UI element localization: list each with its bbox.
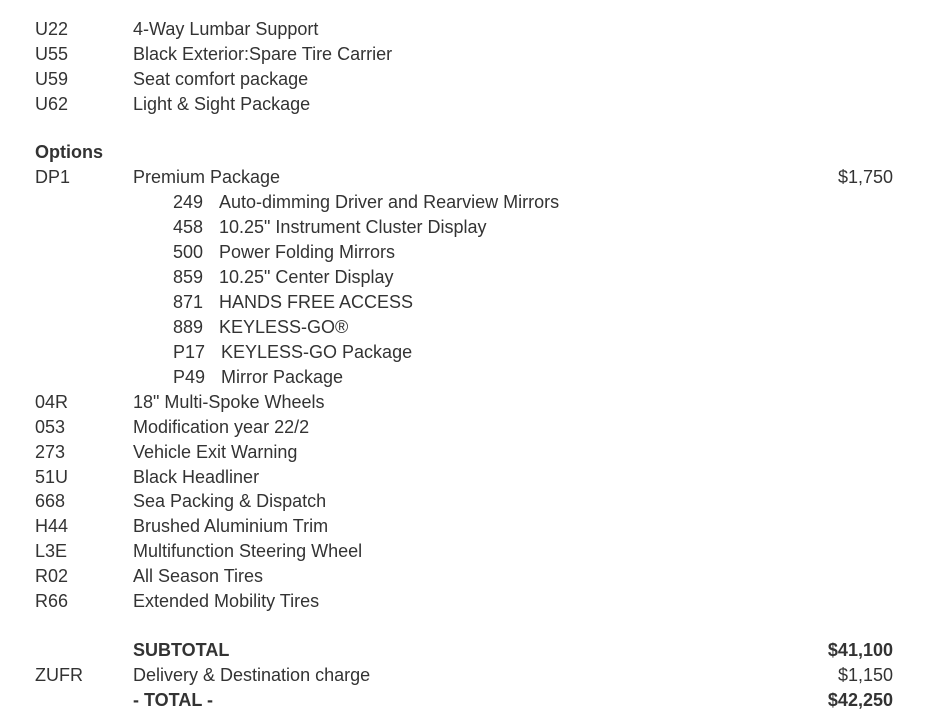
option-description: Black Headliner [133,467,260,487]
package-content-description: KEYLESS-GO Package [221,342,413,362]
delivery-value: $1,150 [837,665,893,685]
option-code: H44 [35,516,69,536]
package-content-description: 10.25" Center Display [219,267,394,287]
option-code: R66 [35,591,69,611]
list-item [0,465,943,490]
option-description: Premium Package [133,167,281,187]
package-content-description: HANDS FREE ACCESS [219,292,414,312]
package-content-code: 249 [173,192,204,212]
option-code: 04R [35,392,69,412]
list-item [0,390,943,415]
package-content-code: P49 [173,367,206,387]
options-heading: Options [35,142,103,162]
option-price: $1,750 [837,167,893,187]
package-content-item [0,290,943,315]
package-content-item [0,265,943,290]
list-item [0,415,943,440]
premium-package-row [0,165,943,190]
package-content-description: Power Folding Mirrors [219,242,396,262]
delivery-code: ZUFR [35,665,83,685]
list-item [0,564,943,589]
package-content-description: 10.25" Instrument Cluster Display [219,217,487,237]
list-item [0,539,943,564]
package-content-code: 458 [173,217,204,237]
list-item [0,92,943,117]
option-code: U55 [35,44,69,64]
package-content-item [0,340,943,365]
option-code: 053 [35,417,66,437]
option-code: 273 [35,442,66,462]
package-content-item [0,215,943,240]
delivery-label: Delivery & Destination charge [133,665,371,685]
option-code: DP1 [35,167,71,187]
package-content-item [0,190,943,215]
package-content-description: KEYLESS-GO® [219,317,349,337]
option-code: U59 [35,69,69,89]
package-content-description: Auto-dimming Driver and Rearview Mirrors [219,192,560,212]
option-description: Seat comfort package [133,69,309,89]
subtotal-value: $41,100 [827,640,893,660]
option-description: Multifunction Steering Wheel [133,541,363,561]
package-content-code: 500 [173,242,204,262]
total-row [0,688,943,713]
option-description: Brushed Aluminium Trim [133,516,329,536]
option-code: U62 [35,94,69,114]
option-description: 4-Way Lumbar Support [133,19,319,39]
list-item [0,42,943,67]
option-description: Light & Sight Package [133,94,311,114]
option-code: L3E [35,541,68,561]
subtotal-label: SUBTOTAL [133,640,230,660]
list-item [0,67,943,92]
package-content-code: P17 [173,342,206,362]
list-item [0,514,943,539]
package-content-code: 859 [173,267,204,287]
list-item [0,17,943,42]
subtotal-row [0,638,943,663]
package-content-code: 889 [173,317,204,337]
option-code: U22 [35,19,69,39]
option-description: Vehicle Exit Warning [133,442,298,462]
delivery-row [0,663,943,688]
package-content-item [0,315,943,340]
option-description: Sea Packing & Dispatch [133,491,327,511]
option-code: 668 [35,491,66,511]
option-code: 51U [35,467,69,487]
option-description: Extended Mobility Tires [133,591,320,611]
package-content-item [0,365,943,390]
option-description: Modification year 22/2 [133,417,310,437]
list-item [0,589,943,614]
total-label: - TOTAL - [133,690,213,710]
option-description: Black Exterior:Spare Tire Carrier [133,44,393,64]
package-content-description: Mirror Package [221,367,344,387]
options-heading-row [0,140,943,165]
option-description: All Season Tires [133,566,264,586]
package-content-code: 871 [173,292,204,312]
list-item [0,489,943,514]
total-value: $42,250 [827,690,893,710]
list-item [0,440,943,465]
option-code: R02 [35,566,69,586]
package-content-item [0,240,943,265]
option-description: 18" Multi-Spoke Wheels [133,392,325,412]
